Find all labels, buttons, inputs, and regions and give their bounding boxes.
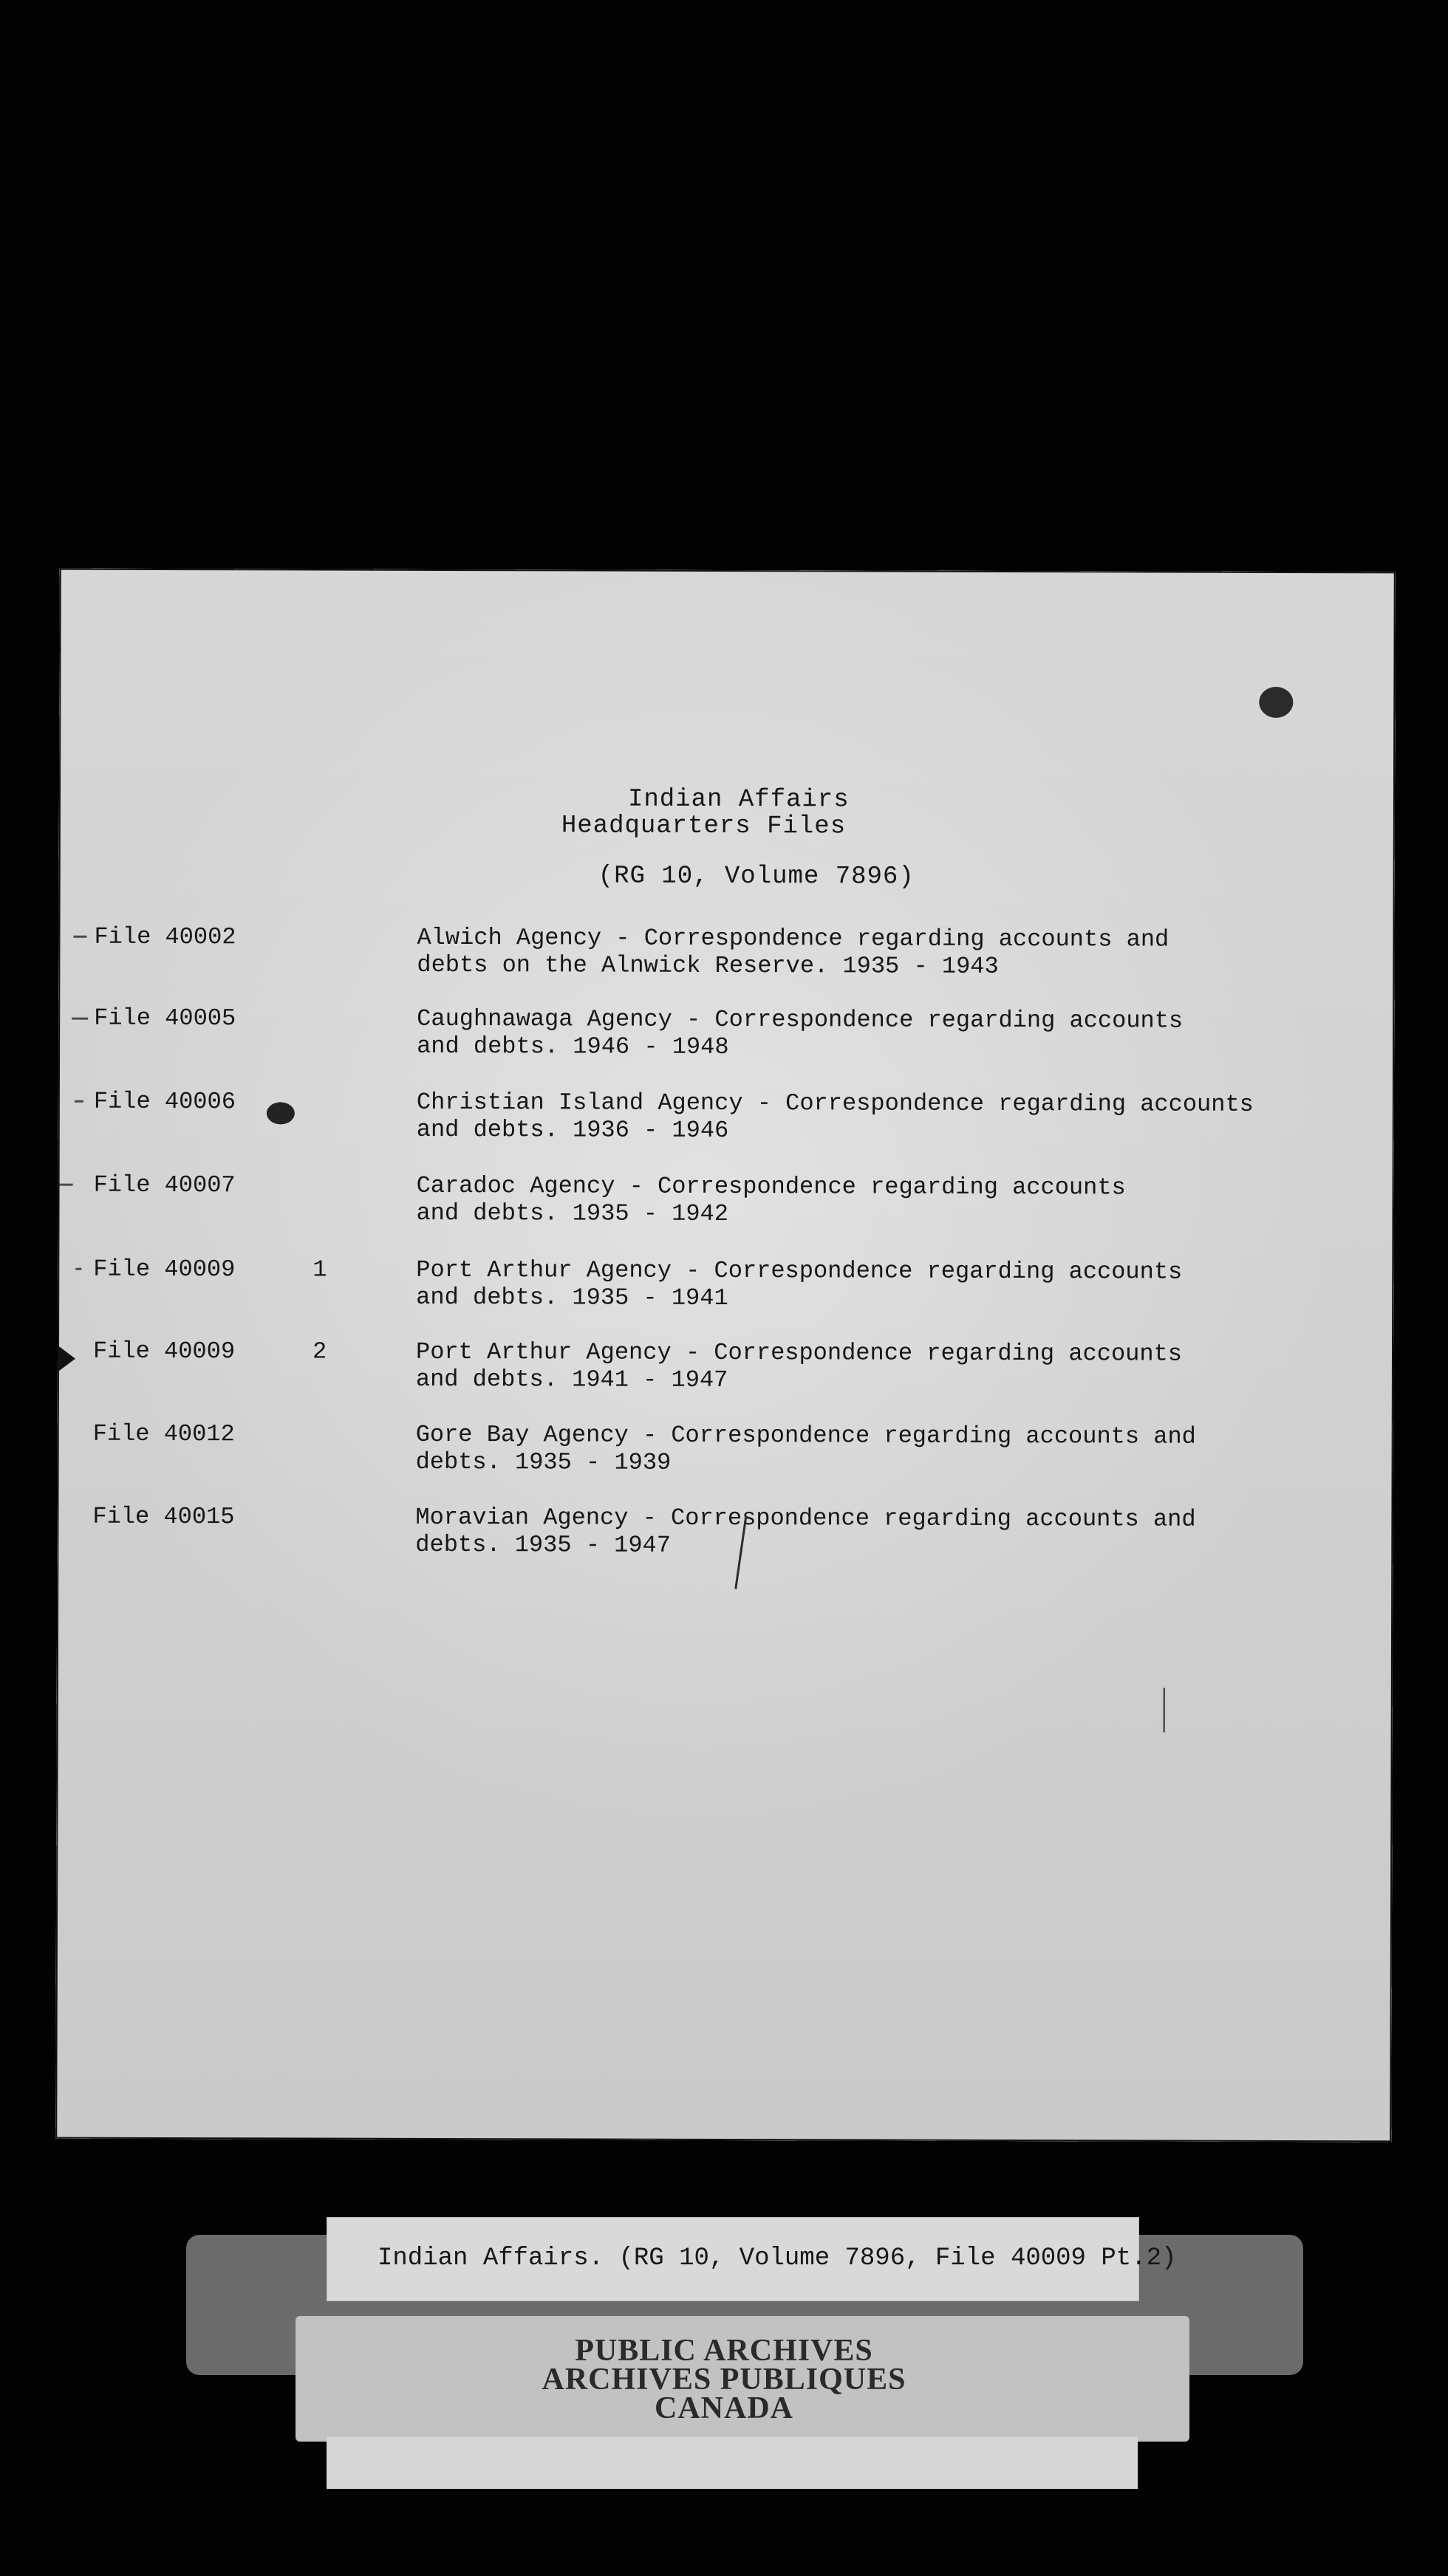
archive-stamp [0,2334,1448,2425]
microfilm-label-text: Indian Affairs. (RG 10, Volume 7896, File 40009 Pt.2) [378,2244,1177,2272]
stamp-line-3: CANADA [655,2391,793,2425]
stamp-line-2: ARCHIVES PUBLIQUES [542,2363,906,2397]
file-entry [58,1256,1393,1326]
margin-tick [72,1018,88,1020]
file-part: 1 [313,1256,327,1284]
margin-tick [75,1100,83,1103]
file-entry [58,1171,1393,1241]
file-number: File 40006 [93,1087,236,1116]
file-description: Gore Bay Agency - Correspondence regarding accounts and debts. 1935 - 1939 [415,1420,1196,1476]
document-sheet [55,569,1396,2142]
file-number: File 40007 [93,1171,236,1199]
selected-file-marker [58,1346,75,1372]
file-number: File 40012 [92,1419,235,1448]
file-number: File 40009 [92,1337,236,1366]
file-entry [57,1503,1393,1573]
file-number: File 40015 [92,1502,235,1531]
file-number: File 40009 [93,1255,236,1284]
file-entry [58,1337,1393,1408]
file-description: Caughnawaga Agency - Correspondence regarding accounts and debts. 1946 - 1948 [417,1004,1184,1061]
stamp-lower-strip [327,2437,1138,2489]
margin-tick [60,1184,73,1186]
file-part: 2 [312,1337,327,1366]
margin-tick [75,1268,81,1270]
file-description: Christian Island Agency - Correspondence regarding accounts and debts. 1936 - 1946 [416,1088,1254,1145]
microfilm-label [327,2217,1177,2301]
file-number: File 40002 [94,922,236,951]
pencil-mark [1164,1688,1165,1733]
file-description: Port Arthur Agency - Correspondence regarding accounts and debts. 1941 - 1947 [415,1337,1183,1394]
file-description: Port Arthur Agency - Correspondence regarding accounts and debts. 1935 - 1941 [416,1256,1183,1312]
file-entry [58,1420,1393,1490]
file-entry [58,1088,1394,1158]
file-entry [58,1004,1394,1075]
file-description: Moravian Agency - Correspondence regarding accounts and debts. 1935 - 1947 [415,1503,1196,1559]
header-subtitle: Headquarters Files [561,812,847,841]
file-entry [58,923,1394,993]
file-description: Alwich Agency - Correspondence regarding accounts and debts on the Alnwick Reserve. 1935 - 1943 [417,923,1169,980]
ink-blot [1259,687,1293,718]
header-volume: (RG 10, Volume 7896) [598,862,915,891]
ink-blot [267,1102,295,1124]
margin-tick [73,936,86,938]
file-description: Caradoc Agency - Correspondence regarding accounts and debts. 1935 - 1942 [416,1171,1126,1228]
file-number: File 40005 [94,1004,236,1032]
header-title: Indian Affairs [627,785,850,815]
stamp-line-1: PUBLIC ARCHIVES [575,2334,873,2368]
